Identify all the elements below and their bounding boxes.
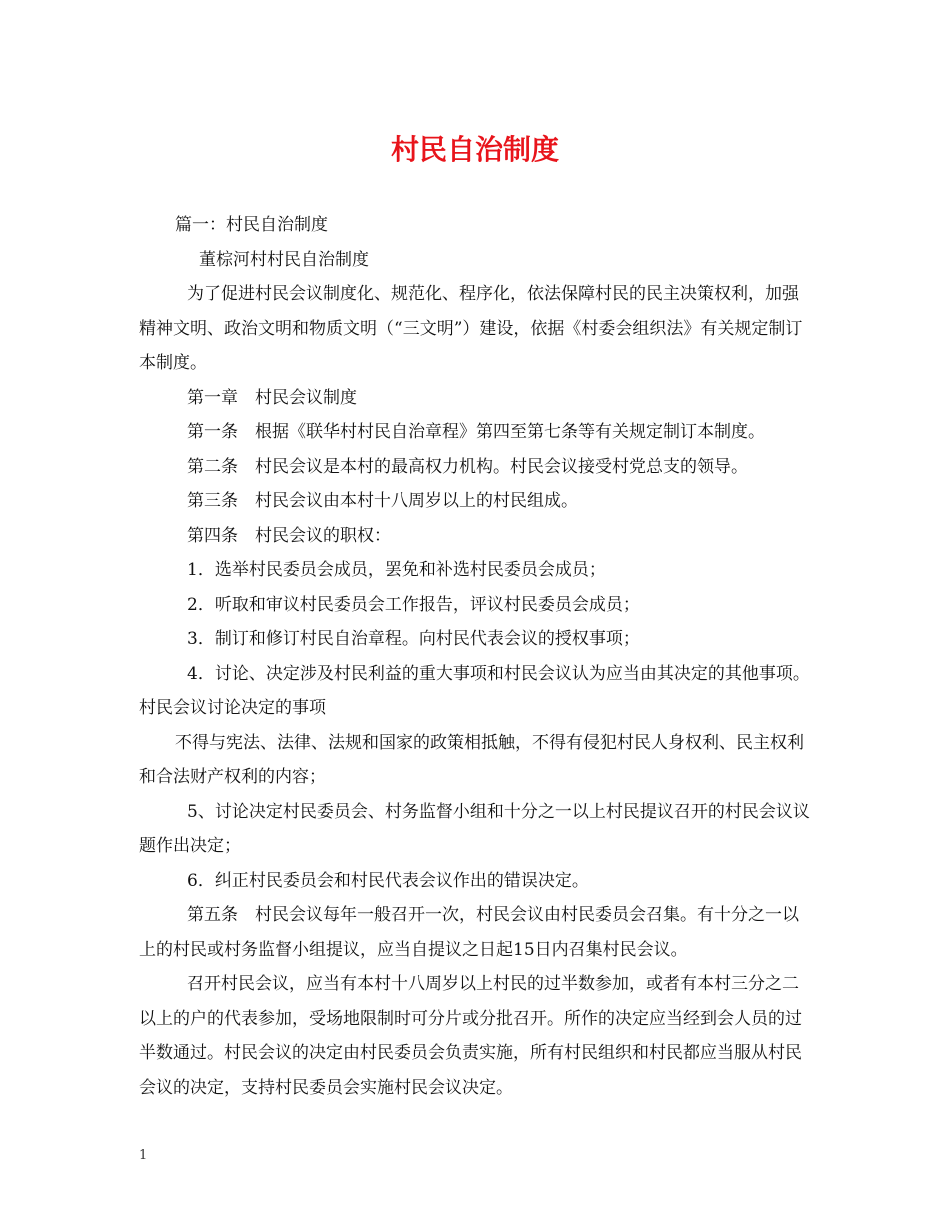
article: 第二条 村民会议是本村的最高权力机构。村民会议接受村党总支的领导。 xyxy=(187,456,748,477)
list-item: 1．选举村民委员会成员，罢免和补选村民委员会成员； xyxy=(187,560,606,580)
paragraph: 召开村民会议，应当有本村十八周岁以上村民的过半数参加，或者有本村三分之二以上的户的代表参加，受场地限制时可分片或分批召开。所作的决定应当经到会人员的过半数通过。村民会议的决定由村民委员会负责实施，所有村民组织和村民都应当服从村民会议的决定，支持村民委员会实施村民会议决定。 xyxy=(139,974,802,1098)
document-body xyxy=(139,208,815,1105)
page-number: 1 xyxy=(139,1148,148,1163)
list-item-continuation: 不得与宪法、法律、法规和国家的政策相抵触，不得有侵犯村民人身权利、民主权利和合法财产权利的内容； xyxy=(139,732,804,787)
section-heading: 篇一：村民自治制度 xyxy=(175,215,328,235)
article: 第四条 村民会议的职权： xyxy=(187,525,391,546)
article: 第三条 村民会议由本村十八周岁以上的村民组成。 xyxy=(187,491,578,511)
list-item: 2．听取和审议村民委员会工作报告，评议村民委员会成员； xyxy=(187,594,640,615)
list-item: 4．讨论、决定涉及村民利益的重大事项和村民会议认为应当由其决定的其他事项。村民会议讨论决定的事项 xyxy=(139,663,810,718)
list-item: 3．制订和修订村民自治章程。向村民代表会议的授权事项； xyxy=(187,629,640,649)
subtitle: 董棕河村村民自治制度 xyxy=(199,249,369,270)
article: 第五条 村民会议每年一般召开一次，村民会议由村民委员会召集。有十分之一以上的村民或村务监督小组提议，应当自提议之日起15日内召集村民会议。 xyxy=(139,905,799,960)
chapter-heading: 第一章 村民会议制度 xyxy=(187,387,357,408)
list-item: 5、讨论决定村民委员会、村务监督小组和十分之一以上村民提议召开的村民会议议题作出决定； xyxy=(139,801,810,856)
list-item: 6．纠正村民委员会和村民代表会议作出的错误决定。 xyxy=(187,870,589,891)
document-title: 村民自治制度 xyxy=(390,133,559,166)
paragraph: 为了促进村民会议制度化、规范化、程序化，依法保障村民的民主决策权利，加强精神文明、政治文明和物质文明（“三文明”）建设，依据《村委会组织法》有关规定制订本制度。 xyxy=(139,284,803,373)
article: 第一条 根据《联华村村民自治章程》第四至第七条等有关规定制订本制度。 xyxy=(187,422,765,442)
